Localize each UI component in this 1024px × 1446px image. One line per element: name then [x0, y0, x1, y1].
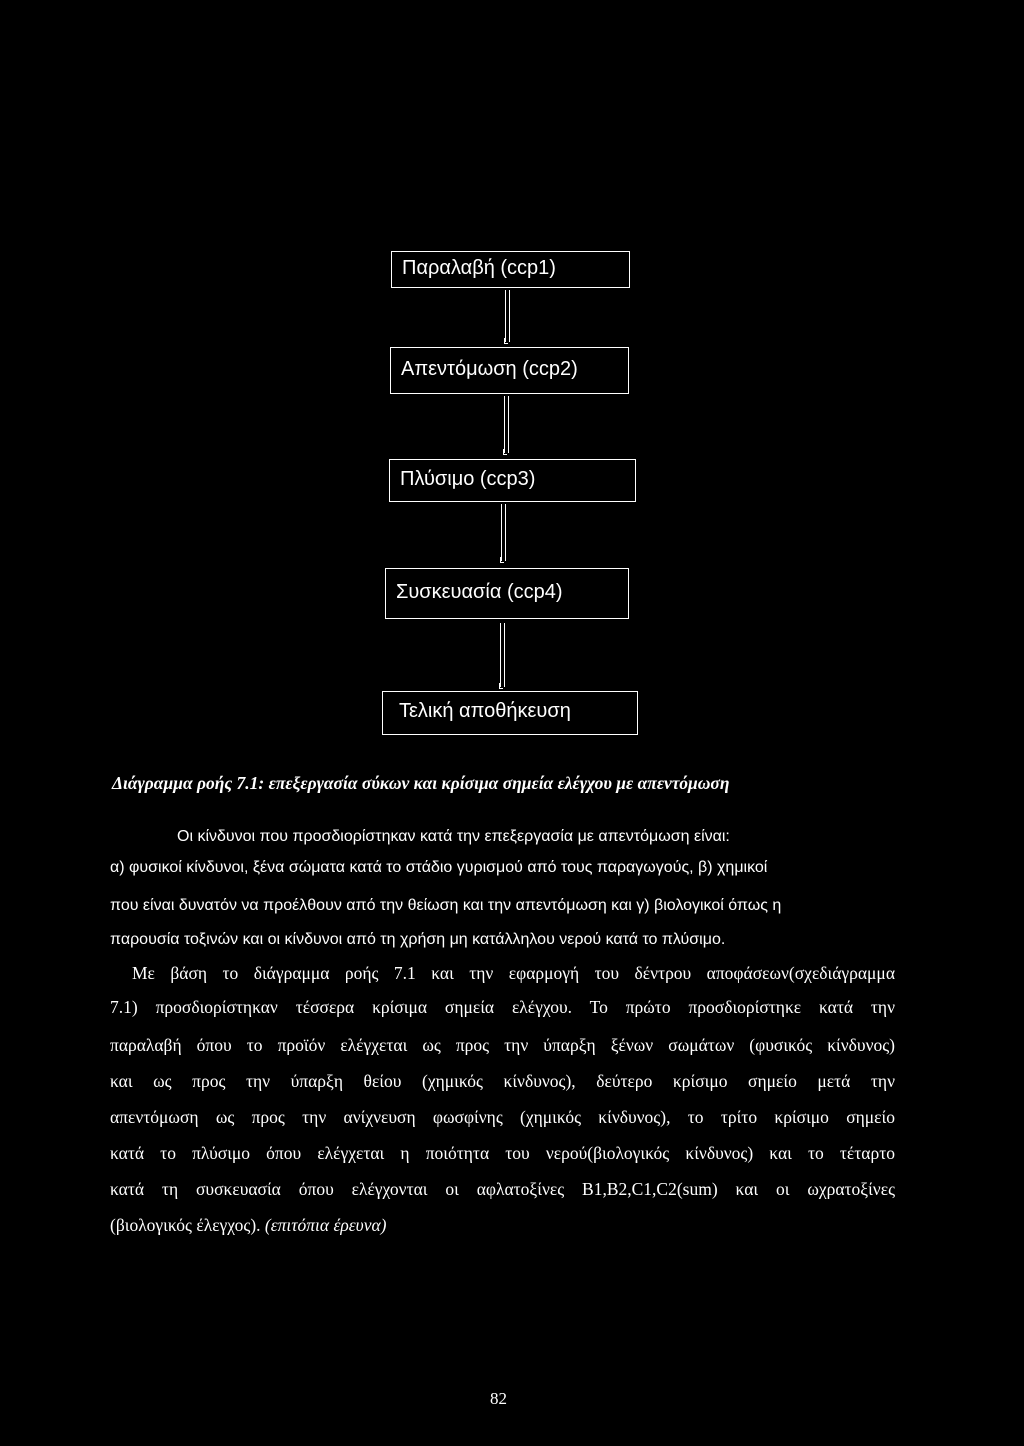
- flowchart-step-packaging: [385, 568, 629, 619]
- paragraph-line: α) φυσικοί κίνδυνοι, ξένα σώματα κατά το στάδιο γυρισμού από τους παραγωγούς, β) χημικοί: [110, 859, 768, 876]
- flowchart-arrow: [504, 396, 509, 453]
- paragraph-last-line: [110, 1215, 895, 1236]
- paragraph-line: και ως προς την ύπαρξη θείου (χημικός κίνδυνος), δεύτερο κρίσιμο σημείο μετά την: [110, 1071, 895, 1091]
- paragraph-text: (βιολογικός έλεγχος).: [110, 1215, 265, 1235]
- paragraph-line: κατά το πλύσιμο όπου ελέγχεται η ποιότητα του νερού(βιολογικός κίνδυνος) και το τέταρτο: [110, 1143, 895, 1163]
- paragraph-line: Με βάση το διάγραμμα ροής 7.1 και την εφαρμογή του δέντρου αποφάσεων(σχεδιάγραμμα: [132, 963, 895, 983]
- flowchart-step-label: Πλύσιμο (ccp3): [400, 467, 536, 490]
- paragraph-line: παρουσία τοξινών και οι κίνδυνοι από τη χρήση μη κατάλληλου νερού κατά το πλύσιμο.: [110, 931, 726, 948]
- page-number: 82: [490, 1389, 507, 1408]
- paragraph-line: παραλαβή όπου το προϊόν ελέγχεται ως προς την ύπαρξη ξένων σωμάτων (φυσικός κίνδυνος): [110, 1035, 895, 1055]
- flowchart-step-receiving: [391, 251, 630, 288]
- paragraph-line: Οι κίνδυνοι που προσδιορίστηκαν κατά την επεξεργασία με απεντόμωση είναι:: [177, 828, 730, 845]
- flowchart-step-label: Παραλαβή (ccp1): [402, 256, 556, 279]
- paragraph-line: κατά τη συσκευασία όπου ελέγχονται οι αφλατοξίνες Β1,Β2,C1,C2(sum) και οι ωχρατοξίνες: [110, 1179, 895, 1199]
- flowchart-arrow: [501, 504, 506, 561]
- flowchart-arrow: [500, 623, 505, 687]
- flowchart-step-label: Συσκευασία (ccp4): [396, 580, 563, 603]
- flowchart-step-washing: [389, 459, 636, 502]
- flowchart-step-disinfestation: [390, 347, 629, 394]
- figure-caption: Διάγραμμα ροής 7.1: επεξεργασία σύκων και κρίσιμα σημεία ελέγχου με απεντόμωση: [112, 773, 730, 793]
- paragraph-line: 7.1) προσδιορίστηκαν τέσσερα κρίσιμα σημεία ελέγχου. Το πρώτο προσδιορίστηκε κατά την: [110, 997, 895, 1017]
- source-note: (επιτόπια έρευνα): [264, 1215, 387, 1235]
- flowchart-arrow: [505, 290, 510, 342]
- paragraph-line: που είναι δυνατόν να προέλθουν από την θείωση και την απεντόμωση και γ) βιολογικοί όπως η: [110, 897, 782, 914]
- flowchart-step-label: Τελική αποθήκευση: [399, 700, 571, 722]
- flowchart-step-label: Απεντόμωση (ccp2): [401, 357, 578, 380]
- paragraph-line: απεντόμωση ως προς την ανίχνευση φωσφίνης (χημικός κίνδυνος), το τρίτο κρίσιμο σημείο: [110, 1107, 895, 1127]
- flowchart-step-final-storage: [382, 691, 638, 735]
